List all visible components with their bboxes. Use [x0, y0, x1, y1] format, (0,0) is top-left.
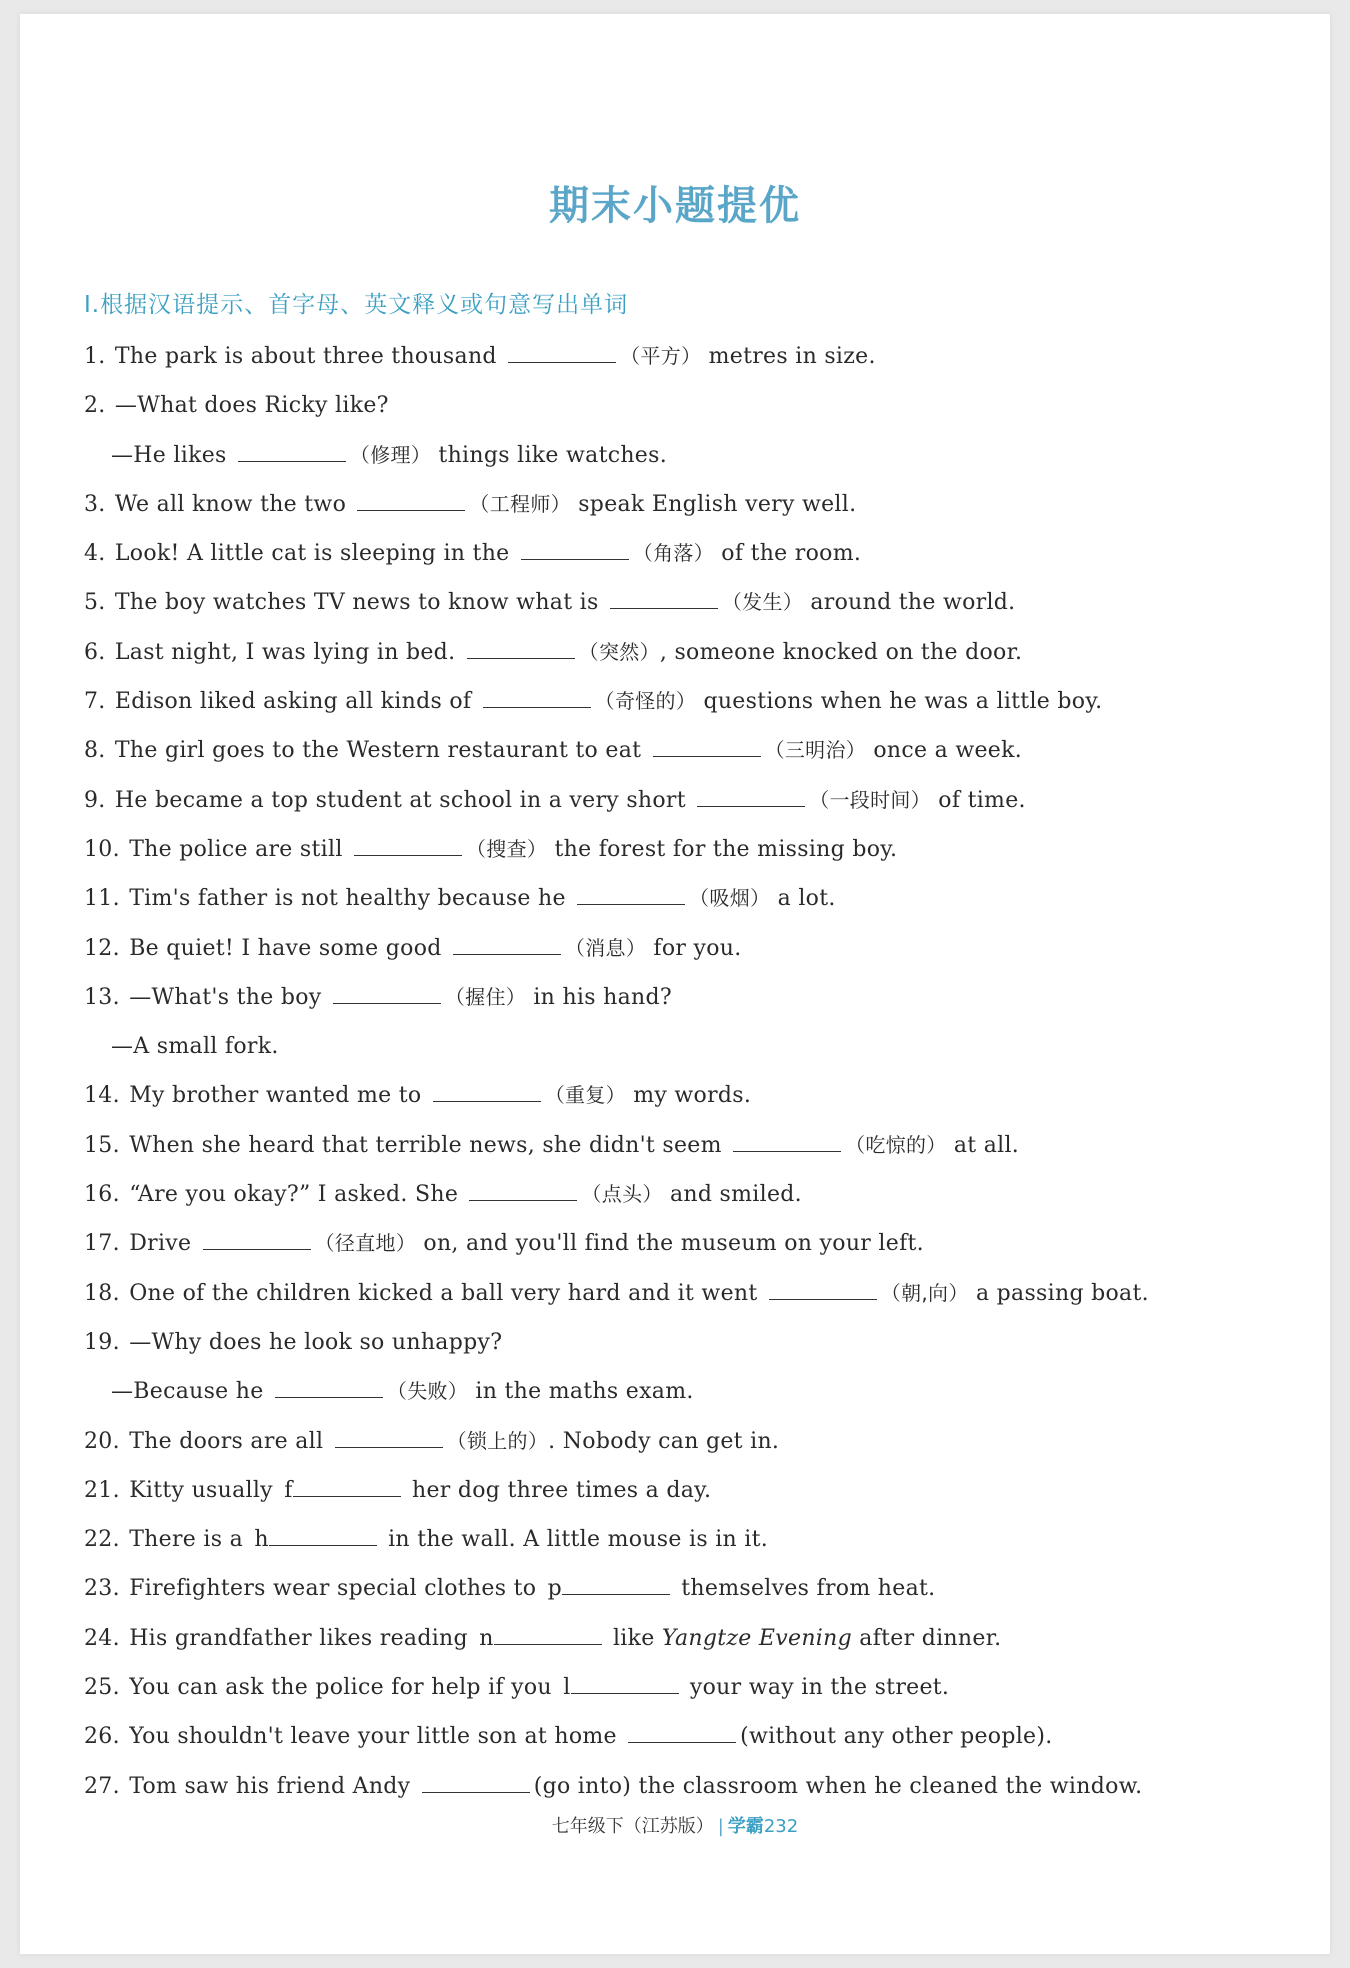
- first-letter-hint: h: [254, 1527, 269, 1553]
- brand-name: 学霸: [727, 1816, 764, 1837]
- question-text: You can ask the police for help if you: [129, 1675, 552, 1701]
- question-number: 9.: [84, 787, 106, 813]
- question-13: [84, 973, 1274, 1022]
- answer-blank[interactable]: [293, 1476, 401, 1497]
- answer-blank[interactable]: [494, 1624, 602, 1645]
- question-23: [84, 1564, 1274, 1613]
- question-15: [84, 1121, 1274, 1170]
- chinese-hint: （失败）: [386, 1379, 469, 1404]
- answer-blank[interactable]: [422, 1772, 530, 1793]
- answer-blank[interactable]: [653, 736, 761, 757]
- question-19: [84, 1318, 1274, 1367]
- question-text: of the room.: [721, 541, 862, 567]
- question-text: The doors are all: [129, 1428, 324, 1454]
- question-number: 23.: [84, 1576, 120, 1602]
- answer-blank[interactable]: [483, 687, 591, 708]
- chinese-hint: （一段时间）: [809, 787, 931, 812]
- answer-blank[interactable]: [335, 1427, 443, 1448]
- question-number: 13.: [84, 984, 120, 1010]
- page-number: 232: [763, 1816, 799, 1837]
- question-13-reply: [84, 1022, 1274, 1071]
- question-text: for you.: [653, 935, 742, 961]
- question-number: 11.: [84, 886, 120, 912]
- chinese-hint: （三明治）: [764, 738, 867, 763]
- question-text: —What's the boy: [129, 984, 322, 1010]
- answer-blank[interactable]: [467, 638, 575, 659]
- question-number: 19.: [84, 1329, 120, 1355]
- question-number: 6.: [84, 639, 106, 665]
- chinese-hint: （锁上的）: [446, 1428, 549, 1453]
- question-2: [84, 381, 1274, 430]
- newspaper-title: Yangtze Evening: [661, 1625, 852, 1651]
- question-number: 12.: [84, 935, 120, 961]
- question-text: Last night, I was lying in bed.: [114, 639, 456, 665]
- question-number: 22.: [84, 1527, 120, 1553]
- question-text: once a week.: [873, 738, 1023, 764]
- question-number: 2.: [84, 393, 106, 419]
- question-list: [84, 332, 1274, 1811]
- question-number: 7.: [84, 689, 106, 715]
- question-text: You shouldn't leave your little son at home: [129, 1724, 617, 1750]
- question-text: There is a: [129, 1527, 244, 1553]
- question-text: When she heard that terrible news, she didn't seem: [129, 1132, 722, 1158]
- chinese-hint: （发生）: [721, 590, 804, 615]
- question-text: —Why does he look so unhappy?: [129, 1329, 503, 1355]
- question-text: The girl goes to the Western restaurant to eat: [114, 738, 642, 764]
- question-text: like: [612, 1625, 655, 1651]
- question-19-reply: [84, 1367, 1274, 1416]
- answer-blank[interactable]: [238, 441, 346, 462]
- question-text: .: [1045, 1724, 1053, 1750]
- question-7: [84, 677, 1274, 726]
- question-text: —Because he: [111, 1379, 264, 1405]
- question-text: Tom saw his friend Andy: [129, 1773, 411, 1799]
- answer-blank[interactable]: [571, 1673, 679, 1694]
- answer-blank[interactable]: [203, 1229, 311, 1250]
- question-text: We all know the two: [114, 491, 347, 517]
- answer-blank[interactable]: [769, 1279, 877, 1300]
- grade-edition: 七年级下（江苏版）: [551, 1816, 714, 1837]
- chinese-hint: （修理）: [349, 442, 432, 467]
- question-text: her dog three times a day.: [411, 1477, 712, 1503]
- first-letter-hint: p: [547, 1576, 562, 1602]
- question-text: His grandfather likes reading: [129, 1625, 468, 1651]
- question-number: 4.: [84, 541, 106, 567]
- answer-blank[interactable]: [508, 342, 616, 363]
- question-text: of time.: [938, 787, 1026, 813]
- chinese-hint: （朝,向）: [880, 1280, 969, 1305]
- question-number: 15.: [84, 1132, 120, 1158]
- answer-blank[interactable]: [733, 1131, 841, 1152]
- question-text: things like watches.: [438, 442, 667, 468]
- answer-blank[interactable]: [562, 1574, 670, 1595]
- question-text: The park is about three thousand: [114, 344, 497, 369]
- question-text: themselves from heat.: [681, 1576, 936, 1602]
- question-12: [84, 924, 1274, 973]
- question-text: “Are you okay?” I asked. She: [129, 1182, 459, 1208]
- answer-blank[interactable]: [433, 1081, 541, 1102]
- question-text: , someone knocked on the door.: [659, 639, 1023, 665]
- chinese-hint: （奇怪的）: [594, 689, 697, 714]
- page-footer: [20, 1812, 1330, 1838]
- section-heading: Ⅰ.根据汉语提示、首字母、英文释义或句意写出单词: [84, 292, 629, 318]
- question-18: [84, 1269, 1274, 1318]
- chinese-hint: （吸烟）: [689, 886, 771, 911]
- chinese-hint: （点头）: [581, 1182, 663, 1207]
- question-21: [84, 1466, 1274, 1515]
- question-number: 5.: [84, 590, 106, 616]
- page-title: 期末小题提优: [549, 183, 801, 229]
- question-number: 25.: [84, 1675, 120, 1701]
- question-text: My brother wanted me to: [129, 1083, 422, 1109]
- chinese-hint: （突然）: [578, 639, 660, 664]
- first-letter-hint: n: [479, 1625, 494, 1651]
- question-number: 1.: [84, 344, 106, 369]
- question-number: 14.: [84, 1083, 120, 1109]
- workbook-page: [20, 14, 1330, 1954]
- question-text: Edison liked asking all kinds of: [114, 689, 472, 715]
- first-letter-hint: l: [563, 1675, 571, 1701]
- chinese-hint: （径直地）: [314, 1231, 417, 1256]
- question-3: [84, 480, 1274, 529]
- question-number: 24.: [84, 1625, 120, 1651]
- question-22: [84, 1515, 1274, 1564]
- question-text: Drive: [129, 1231, 192, 1257]
- question-text: —What does Ricky like?: [114, 393, 389, 419]
- question-number: 8.: [84, 738, 106, 764]
- question-text: on, and you'll find the museum on your left.: [423, 1231, 924, 1257]
- question-number: 20.: [84, 1428, 120, 1454]
- question-16: [84, 1170, 1274, 1219]
- question-text: Kitty usually: [129, 1477, 273, 1503]
- question-number: 17.: [84, 1231, 120, 1257]
- question-text: after dinner.: [859, 1625, 1002, 1651]
- question-text: in his hand?: [533, 984, 672, 1010]
- question-text: Look! A little cat is sleeping in the: [114, 541, 510, 567]
- question-10: [84, 825, 1274, 874]
- question-number: 18.: [84, 1280, 120, 1306]
- question-text: Tim's father is not healthy because he: [129, 886, 566, 912]
- chinese-hint: （搜查）: [465, 836, 548, 861]
- first-letter-hint: f: [284, 1477, 293, 1503]
- answer-blank[interactable]: [577, 884, 685, 905]
- chinese-hint: （消息）: [564, 935, 647, 960]
- chinese-hint: （平方）: [620, 344, 702, 368]
- question-number: 26.: [84, 1724, 120, 1750]
- question-4: [84, 529, 1274, 578]
- question-text: in the maths exam.: [475, 1379, 694, 1405]
- question-25: [84, 1663, 1274, 1712]
- question-8: [84, 726, 1274, 775]
- question-text: questions when he was a little boy.: [703, 689, 1103, 715]
- question-text: the forest for the missing boy.: [554, 836, 898, 862]
- question-number: 21.: [84, 1477, 120, 1503]
- answer-blank[interactable]: [357, 490, 465, 511]
- question-number: 10.: [84, 836, 120, 862]
- question-text: a passing boat.: [975, 1280, 1149, 1306]
- question-text: your way in the street.: [689, 1675, 950, 1701]
- answer-blank[interactable]: [521, 539, 629, 560]
- question-1: [84, 332, 1274, 381]
- question-27: [84, 1762, 1274, 1811]
- question-number: 27.: [84, 1773, 120, 1799]
- question-text: —He likes: [111, 442, 227, 468]
- question-text: The police are still: [129, 836, 343, 862]
- question-2-reply: [84, 431, 1274, 480]
- question-text: The boy watches TV news to know what is: [114, 590, 599, 616]
- question-number: 3.: [84, 491, 106, 517]
- question-14: [84, 1071, 1274, 1120]
- answer-blank[interactable]: [354, 835, 462, 856]
- question-text: and smiled.: [669, 1182, 802, 1208]
- chinese-hint: （握住）: [444, 984, 527, 1009]
- answer-blank[interactable]: [469, 1180, 577, 1201]
- chinese-hint: （工程师）: [469, 491, 571, 516]
- question-26: [84, 1712, 1274, 1761]
- question-20: [84, 1417, 1274, 1466]
- chinese-hint: （重复）: [544, 1083, 626, 1108]
- question-text: speak English very well.: [578, 491, 857, 517]
- chinese-hint: （角落）: [632, 541, 714, 566]
- question-text: One of the children kicked a ball very hard and it went: [129, 1280, 758, 1306]
- question-text: my words.: [633, 1083, 752, 1109]
- answer-blank[interactable]: [610, 588, 718, 609]
- answer-blank[interactable]: [275, 1377, 383, 1398]
- footer-separator: |: [717, 1816, 724, 1837]
- answer-blank[interactable]: [697, 786, 805, 807]
- answer-blank[interactable]: [628, 1722, 736, 1743]
- question-text: Firefighters wear special clothes to: [129, 1576, 537, 1602]
- chinese-hint: （吃惊的）: [845, 1132, 947, 1157]
- english-verb-hint: (go into): [533, 1773, 632, 1799]
- question-17: [84, 1219, 1274, 1268]
- question-text: He became a top student at school in a very short: [114, 787, 686, 813]
- question-number: 16.: [84, 1182, 120, 1208]
- question-text: the classroom when he cleaned the window.: [638, 1773, 1143, 1799]
- question-text: in the wall. A little mouse is in it.: [388, 1527, 769, 1553]
- question-text: at all.: [953, 1132, 1020, 1158]
- question-11: [84, 874, 1274, 923]
- question-5: [84, 578, 1274, 627]
- question-text: . Nobody can get in.: [548, 1428, 780, 1454]
- question-6: [84, 628, 1274, 677]
- question-text: around the world.: [810, 590, 1016, 616]
- question-9: [84, 776, 1274, 825]
- question-24: [84, 1614, 1274, 1663]
- question-text: a lot.: [777, 886, 836, 912]
- question-text: Be quiet! I have some good: [129, 935, 442, 961]
- english-definition-hint: (without any other people): [740, 1724, 1046, 1750]
- answer-blank[interactable]: [453, 934, 561, 955]
- answer-blank[interactable]: [269, 1525, 377, 1546]
- answer-blank[interactable]: [333, 983, 441, 1004]
- question-text: —A small fork.: [111, 1034, 279, 1060]
- question-text: metres in size.: [708, 344, 876, 369]
